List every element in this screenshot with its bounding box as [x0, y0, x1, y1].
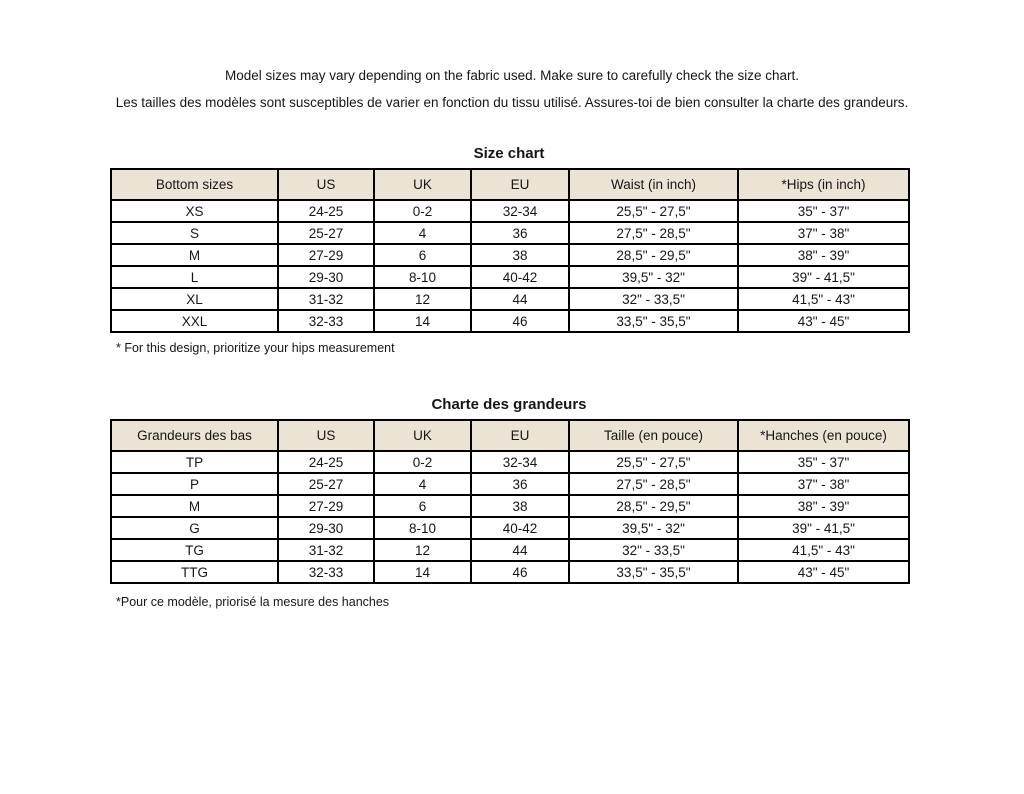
table-cell: 39" - 41,5": [738, 517, 909, 539]
size-label-cell: M: [111, 244, 278, 266]
table-cell: 39" - 41,5": [738, 266, 909, 288]
table-cell: 40-42: [471, 517, 569, 539]
table-row: [111, 561, 909, 583]
table-cell: 33,5" - 35,5": [569, 561, 738, 583]
table-cell: 39,5" - 32": [569, 266, 738, 288]
table-cell: 37" - 38": [738, 473, 909, 495]
size-label-cell: XXL: [111, 310, 278, 332]
table-cell: 32" - 33,5": [569, 539, 738, 561]
size-label-cell: TP: [111, 451, 278, 473]
table-row: [111, 451, 909, 473]
size-label-cell: XS: [111, 200, 278, 222]
table-cell: 32-33: [278, 310, 374, 332]
table-cell: 38" - 39": [738, 495, 909, 517]
size-chart-table-en: [110, 168, 910, 333]
table-cell: 32-34: [471, 200, 569, 222]
table-cell: 25-27: [278, 473, 374, 495]
table-cell: 44: [471, 539, 569, 561]
table-cell: 39,5" - 32": [569, 517, 738, 539]
table-cell: 43" - 45": [738, 310, 909, 332]
table-cell: 38" - 39": [738, 244, 909, 266]
table-cell: 35" - 37": [738, 200, 909, 222]
table-cell: 6: [374, 244, 471, 266]
table-cell: 0-2: [374, 200, 471, 222]
column-header: *Hanches (en pouce): [738, 420, 909, 451]
intro-text-en: Model sizes may vary depending on the fabric used. Make sure to carefully check the size chart.: [224, 68, 800, 83]
size-chart-title-en: Size chart: [473, 145, 545, 162]
table-cell: 8-10: [374, 266, 471, 288]
size-label-cell: G: [111, 517, 278, 539]
table-row: [111, 288, 909, 310]
hips-footnote-fr: *Pour ce modèle, priorisé la mesure des hanches: [116, 595, 390, 609]
table-cell: 24-25: [278, 451, 374, 473]
size-chart-title-fr: Charte des grandeurs: [431, 396, 587, 413]
table-cell: 25,5" - 27,5": [569, 451, 738, 473]
table-cell: 31-32: [278, 288, 374, 310]
table-row: [111, 517, 909, 539]
table-row: [111, 244, 909, 266]
column-header: UK: [374, 420, 471, 451]
table-cell: 8-10: [374, 517, 471, 539]
table-row: [111, 310, 909, 332]
table-cell: 46: [471, 561, 569, 583]
column-header: UK: [374, 169, 471, 200]
table-cell: 25,5" - 27,5": [569, 200, 738, 222]
table-cell: 41,5" - 43": [738, 288, 909, 310]
column-header: EU: [471, 420, 569, 451]
table-header-row: [111, 420, 909, 451]
table-row: [111, 200, 909, 222]
size-label-cell: TTG: [111, 561, 278, 583]
table-cell: 35" - 37": [738, 451, 909, 473]
column-header: Bottom sizes: [111, 169, 278, 200]
table-cell: 43" - 45": [738, 561, 909, 583]
table-row: [111, 539, 909, 561]
table-cell: 41,5" - 43": [738, 539, 909, 561]
size-label-cell: M: [111, 495, 278, 517]
column-header: US: [278, 169, 374, 200]
size-chart-table-fr: [110, 419, 910, 584]
size-label-cell: XL: [111, 288, 278, 310]
hips-footnote-en: * For this design, prioritize your hips measurement: [116, 341, 395, 355]
table-cell: 38: [471, 244, 569, 266]
table-cell: 46: [471, 310, 569, 332]
column-header: EU: [471, 169, 569, 200]
size-label-cell: P: [111, 473, 278, 495]
table-cell: 24-25: [278, 200, 374, 222]
table-cell: 44: [471, 288, 569, 310]
column-header: Grandeurs des bas: [111, 420, 278, 451]
table-cell: 29-30: [278, 266, 374, 288]
size-label-cell: TG: [111, 539, 278, 561]
table-cell: 36: [471, 222, 569, 244]
table-row: [111, 495, 909, 517]
table-cell: 4: [374, 222, 471, 244]
table-cell: 37" - 38": [738, 222, 909, 244]
table-row: [111, 266, 909, 288]
table-cell: 14: [374, 561, 471, 583]
column-header: Taille (en pouce): [569, 420, 738, 451]
table-cell: 33,5" - 35,5": [569, 310, 738, 332]
table-cell: 28,5" - 29,5": [569, 244, 738, 266]
column-header: Waist (in inch): [569, 169, 738, 200]
table-row: [111, 473, 909, 495]
table-cell: 32-33: [278, 561, 374, 583]
table-cell: 29-30: [278, 517, 374, 539]
table-cell: 31-32: [278, 539, 374, 561]
table-cell: 12: [374, 288, 471, 310]
intro-text-fr: Les tailles des modèles sont susceptibles de varier en fonction du tissu utilisé. Assures-toi de bien consulter la charte des grandeurs.: [115, 95, 909, 110]
table-cell: 0-2: [374, 451, 471, 473]
size-label-cell: S: [111, 222, 278, 244]
table-cell: 14: [374, 310, 471, 332]
size-label-cell: L: [111, 266, 278, 288]
table-cell: 4: [374, 473, 471, 495]
table-cell: 38: [471, 495, 569, 517]
table-cell: 32-34: [471, 451, 569, 473]
table-cell: 27-29: [278, 495, 374, 517]
table-cell: 32" - 33,5": [569, 288, 738, 310]
table-cell: 6: [374, 495, 471, 517]
table-cell: 27,5" - 28,5": [569, 473, 738, 495]
table-cell: 40-42: [471, 266, 569, 288]
table-cell: 36: [471, 473, 569, 495]
column-header: US: [278, 420, 374, 451]
table-cell: 12: [374, 539, 471, 561]
table-cell: 27-29: [278, 244, 374, 266]
column-header: *Hips (in inch): [738, 169, 909, 200]
table-cell: 25-27: [278, 222, 374, 244]
table-cell: 27,5" - 28,5": [569, 222, 738, 244]
table-cell: 28,5" - 29,5": [569, 495, 738, 517]
table-row: [111, 222, 909, 244]
table-header-row: [111, 169, 909, 200]
